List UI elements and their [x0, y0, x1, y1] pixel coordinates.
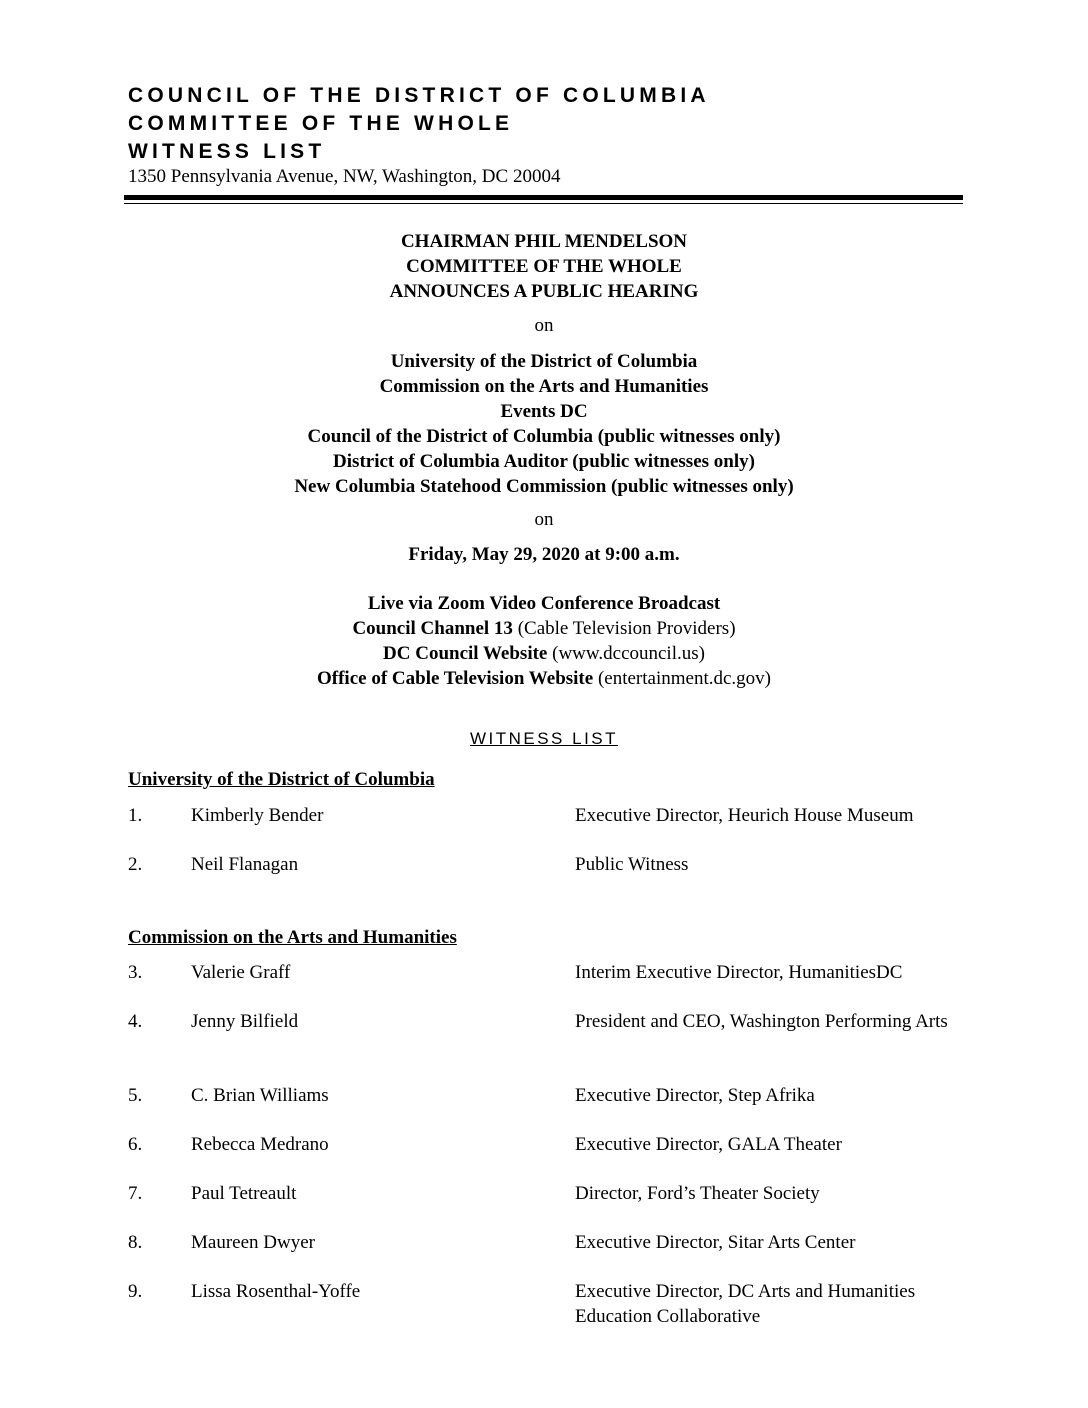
- header-rule-thin: [124, 203, 963, 204]
- broadcast-website: DC Council Website: [383, 643, 548, 664]
- broadcast-line: [128, 616, 960, 641]
- header-rule-thick: [124, 195, 963, 200]
- witness-number: 8.: [128, 1232, 143, 1253]
- witness-affiliation: Executive Director, Step Afrika: [575, 1085, 815, 1106]
- witness-name: Valerie Graff: [191, 962, 291, 983]
- witness-affiliation: Executive Director, DC Arts and Humanities Education Collaborative: [575, 1281, 916, 1327]
- witness-number: 7.: [128, 1183, 143, 1204]
- broadcast-line: Live via Zoom Video Conference Broadcast: [367, 593, 721, 614]
- witness-name: Kimberly Bender: [191, 805, 324, 826]
- on-connector: on: [534, 509, 554, 530]
- announcement: [128, 229, 960, 304]
- entity-line: New Columbia Statehood Commission (public witnesses only): [294, 476, 794, 497]
- witness-number: 6.: [128, 1134, 143, 1155]
- broadcast-channel-detail: (Cable Television Providers): [512, 618, 736, 639]
- witness-name: Neil Flanagan: [191, 854, 299, 875]
- witness-affiliation: Executive Director, Sitar Arts Center: [575, 1232, 856, 1253]
- witness-number: 5.: [128, 1085, 143, 1106]
- broadcast-cable-site-url: (entertainment.dc.gov): [593, 668, 771, 689]
- section-heading: University of the District of Columbia: [128, 769, 435, 790]
- witness-affiliation: Director, Ford’s Theater Society: [575, 1183, 820, 1204]
- witness-list-heading: WITNESS LIST: [128, 140, 326, 163]
- witness-number: 3.: [128, 962, 143, 983]
- entity-line: Events DC: [500, 401, 588, 422]
- entity-line: Council of the District of Columbia (public witnesses only): [307, 426, 781, 447]
- broadcast-channel: Council Channel 13: [352, 618, 513, 639]
- committee-title: COMMITTEE OF THE WHOLE: [128, 112, 514, 135]
- witness-name: C. Brian Williams: [191, 1085, 329, 1106]
- witness-name: Jenny Bilfield: [191, 1011, 299, 1032]
- announcement-line: COMMITTEE OF THE WHOLE: [406, 256, 682, 277]
- broadcast-cable-site: Office of Cable Television Website: [317, 668, 594, 689]
- witness-affiliation: Interim Executive Director, HumanitiesDC: [575, 962, 903, 983]
- witness-affiliation: Public Witness: [575, 854, 689, 875]
- entity-line: Commission on the Arts and Humanities: [379, 376, 709, 397]
- hearing-date: Friday, May 29, 2020 at 9:00 a.m.: [408, 544, 680, 565]
- hearing-entities: [128, 349, 960, 499]
- witness-name: Maureen Dwyer: [191, 1232, 315, 1253]
- broadcast-line: [128, 666, 960, 691]
- witness-number: 1.: [128, 805, 143, 826]
- witness-affiliation: Executive Director, Heurich House Museum: [575, 805, 914, 826]
- announcement-line: ANNOUNCES A PUBLIC HEARING: [389, 281, 699, 302]
- witness-name: Paul Tetreault: [191, 1183, 297, 1204]
- witness-affiliation: President and CEO, Washington Performing Arts: [575, 1011, 948, 1032]
- witness-number: 2.: [128, 854, 143, 875]
- council-title: COUNCIL OF THE DISTRICT OF COLUMBIA: [128, 84, 710, 107]
- witness-affiliation: Executive Director, GALA Theater: [575, 1134, 842, 1155]
- on-connector: on: [534, 315, 554, 336]
- section-heading: Commission on the Arts and Humanities: [128, 927, 457, 948]
- witness-name: Lissa Rosenthal-Yoffe: [191, 1281, 361, 1302]
- entity-line: University of the District of Columbia: [390, 351, 698, 372]
- witness-list-title: WITNESS LIST: [469, 729, 619, 748]
- announcement-line: CHAIRMAN PHIL MENDELSON: [400, 231, 688, 252]
- broadcast-info: [128, 591, 960, 691]
- broadcast-line: [128, 641, 960, 666]
- witness-name: Rebecca Medrano: [191, 1134, 329, 1155]
- entity-line: District of Columbia Auditor (public witnesses only): [333, 451, 755, 472]
- witness-number: 9.: [128, 1281, 143, 1302]
- broadcast-website-url: (www.dccouncil.us): [547, 643, 705, 664]
- council-address: 1350 Pennsylvania Avenue, NW, Washington, DC 20004: [128, 166, 561, 187]
- witness-number: 4.: [128, 1011, 143, 1032]
